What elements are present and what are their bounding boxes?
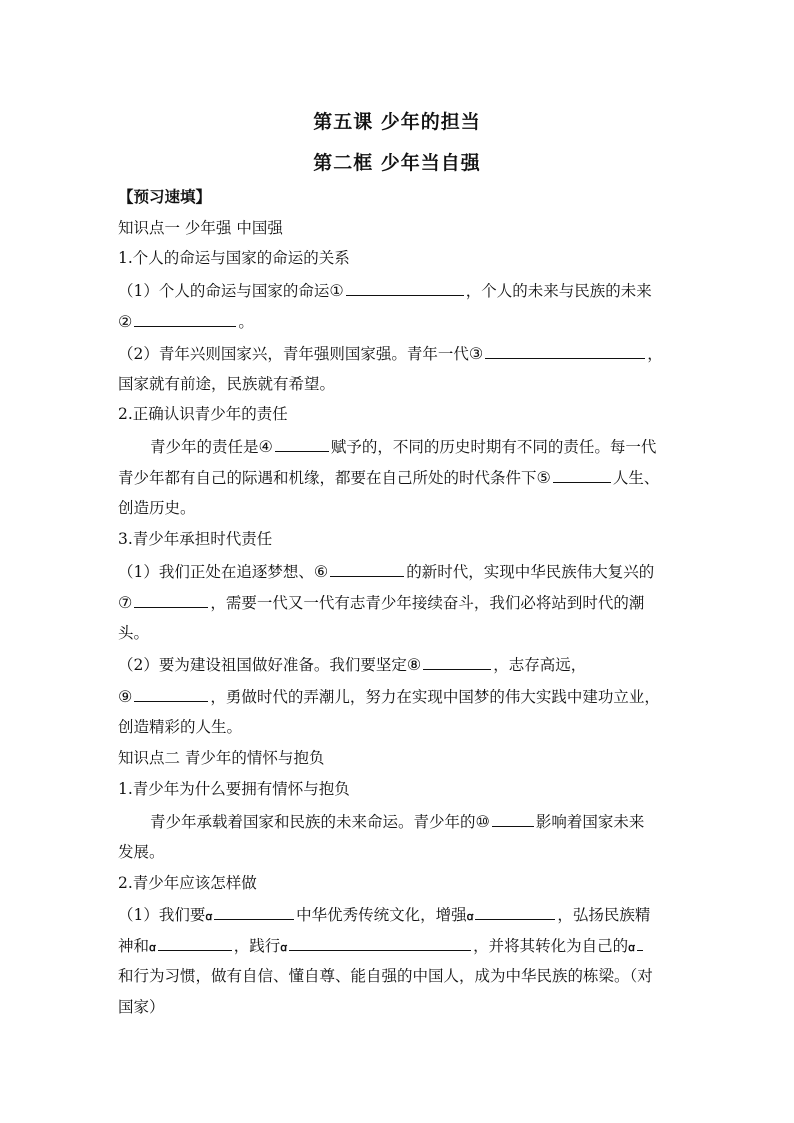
text: 的新时代，实现中华民族伟大复兴的 <box>406 563 655 581</box>
kp1-item1-line-c <box>118 343 663 364</box>
text: （2）要为建设祖国做好准备。我们要坚定 <box>118 656 407 674</box>
blank-number: ꭤ <box>280 941 288 954</box>
kp2-item1-line-b: 发展。 <box>118 843 165 861</box>
kp1-heading: 知识点一 少年强 中国强 <box>118 219 283 237</box>
text: （1）个人的命运与国家的命运 <box>118 282 330 300</box>
text: 中华优秀传统文化，增强 <box>296 906 467 924</box>
blank-number: ⑦ <box>118 593 133 612</box>
kp1-item3-line-c: 头。 <box>118 624 150 642</box>
kp1-item2-heading: 2.正确认识青少年的责任 <box>118 405 288 423</box>
fill-blank-10[interactable] <box>492 811 534 827</box>
fill-blank-1[interactable] <box>346 280 464 296</box>
kp2-item1-heading: 1.青少年为什么要拥有情怀与抱负 <box>118 780 350 798</box>
kp1-item1-line-b <box>118 311 254 332</box>
kp2-item2-line-b <box>118 935 645 958</box>
kp1-item2-line-a <box>150 436 656 457</box>
kp2-item2-line-d: 国家） <box>118 998 165 1016</box>
text: ，勇做时代的弄潮儿，努力在实现中国梦的伟大实践中建功立业， <box>210 688 660 706</box>
blank-number: ꭤ <box>628 941 635 954</box>
fill-blank-13[interactable] <box>158 935 232 951</box>
text: （1）我们要 <box>118 906 206 924</box>
lesson-title: 第五课 少年的担当 <box>313 111 481 133</box>
blank-number: ꭤ <box>466 910 474 923</box>
text: ， <box>647 345 663 363</box>
fill-blank-6[interactable] <box>330 561 404 577</box>
kp1-item3-line-d <box>118 654 586 675</box>
blank-number: ② <box>118 312 133 331</box>
kp2-item2-line-c: 和行为习惯，做有自信、懂自尊、能自强的中国人，成为中华民族的栋梁。（对 <box>118 967 653 985</box>
text: 影响着国家未来 <box>535 813 645 831</box>
blank-number: ③ <box>468 344 484 363</box>
fill-blank-15[interactable] <box>637 935 643 951</box>
text: 赋予的，不同的历史时期有不同的责任。每一代 <box>330 438 657 456</box>
kp2-heading: 知识点二 青少年的情怀与抱负 <box>118 749 325 767</box>
kp1-item1-line-d: 国家就有前途，民族就有希望。 <box>118 375 336 393</box>
text: ，需要一代又一代有志青少年接续奋斗，我们必将站到时代的潮 <box>210 594 645 612</box>
fill-blank-2[interactable] <box>134 311 236 327</box>
text: 青少年的责任是 <box>150 438 259 456</box>
text: 青少年都有自己的际遇和机缘，都要在自己所处的时代条件下 <box>118 469 537 487</box>
text: ，并将其转化为自己的 <box>473 937 629 955</box>
section-subtitle: 第二框 少年当自强 <box>313 152 481 174</box>
fill-blank-7[interactable] <box>134 592 208 608</box>
kp1-item1-heading: 1.个人的命运与国家的命运的关系 <box>118 249 350 267</box>
fill-blank-3[interactable] <box>485 343 645 359</box>
fill-blank-8[interactable] <box>423 654 491 670</box>
text: （1）我们正处在追逐梦想、 <box>118 563 314 581</box>
kp1-item3-line-f: 创造精彩的人生。 <box>118 718 243 736</box>
kp2-item1-line-a <box>150 811 644 832</box>
fill-blank-12[interactable] <box>475 904 555 920</box>
text: ，个人的未来与民族的未来 <box>465 282 652 300</box>
kp1-item2-line-c: 创造历史。 <box>118 499 196 517</box>
text: ，弘扬民族精 <box>557 906 651 924</box>
fill-blank-5[interactable] <box>553 467 611 483</box>
kp2-item2-line-a <box>118 904 650 927</box>
text: （2）青年兴则国家兴，青年强则国家强。青年一代 <box>118 345 469 363</box>
fill-blank-9[interactable] <box>134 686 208 702</box>
blank-number: ꭤ <box>149 941 156 954</box>
kp1-item1-line-a <box>118 280 652 301</box>
blank-number: ⑤ <box>536 468 551 487</box>
blank-number: ꭤ <box>205 910 213 923</box>
blank-number: ⑩ <box>475 812 490 831</box>
text: 神和 <box>118 937 150 955</box>
text: 人生、 <box>612 469 660 487</box>
kp1-item3-line-b <box>118 592 644 613</box>
kp1-item3-line-e <box>118 686 660 707</box>
fill-blank-4[interactable] <box>275 436 329 452</box>
text: ，志存高远， <box>493 656 587 674</box>
kp1-item2-line-b <box>118 467 659 488</box>
text: 青少年承载着国家和民族的未来命运。青少年的 <box>150 813 476 831</box>
blank-number: ⑧ <box>406 655 422 674</box>
text: 。 <box>238 313 254 331</box>
blank-number: ⑥ <box>313 562 329 581</box>
blank-number: ⑨ <box>118 687 133 706</box>
kp2-item2-heading: 2.青少年应该怎样做 <box>118 874 257 892</box>
kp1-item3-heading: 3.青少年承担时代责任 <box>118 530 273 548</box>
fill-blank-14[interactable] <box>289 935 471 951</box>
blank-number: ④ <box>258 437 273 456</box>
preview-heading: 【预习速填】 <box>118 188 212 206</box>
text: ，践行 <box>233 937 281 955</box>
fill-blank-11[interactable] <box>214 904 294 920</box>
kp1-item3-line-a <box>118 561 654 582</box>
blank-number: ① <box>329 281 344 300</box>
